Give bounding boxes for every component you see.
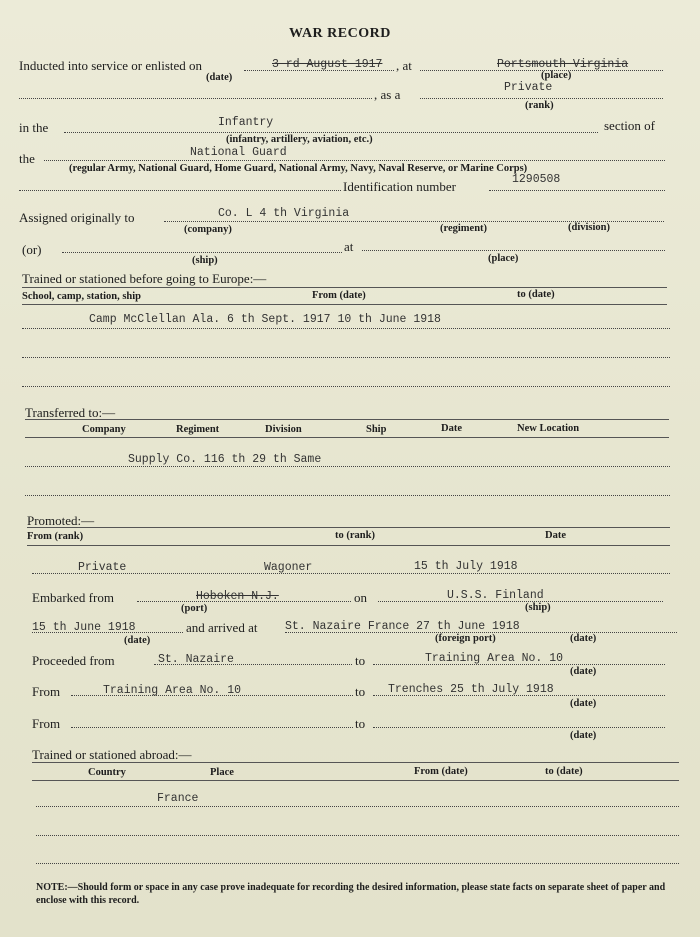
col-regiment: Regiment: [176, 424, 220, 435]
embarked-ship: U.S.S. Finland: [447, 589, 544, 602]
trained-abroad-entry: France: [157, 792, 199, 805]
col-company: Company: [82, 424, 126, 435]
embarked-date-caption: (date): [124, 635, 151, 646]
induction-at-label: , at: [396, 58, 412, 73]
trained-before-line-1: [22, 328, 670, 329]
assigned-value: Co. L 4 th Virginia: [218, 207, 350, 220]
arrival-date-caption: (date): [570, 633, 597, 644]
to-line-2: [373, 727, 665, 728]
embarked-port: Hoboken N.J.: [196, 590, 279, 603]
transferred-rule: [25, 419, 669, 420]
col-ship: Ship: [366, 424, 387, 435]
col-date: Date: [441, 423, 462, 434]
to-value-1: Trenches 25 th July 1918: [388, 683, 554, 696]
proceeded-label: Proceeded from: [32, 653, 115, 668]
as-a-label: , as a: [374, 87, 401, 102]
col-promotion-date: Date: [545, 530, 566, 541]
col-country: Country: [88, 767, 126, 778]
port-caption: (port): [181, 603, 208, 614]
embarked-ship-caption: (ship): [525, 602, 551, 613]
proceeded-date-caption: (date): [570, 666, 597, 677]
trained-before-header-rule: [22, 304, 667, 305]
trained-abroad-heading: Trained or stationed abroad:—: [32, 747, 192, 762]
trained-abroad-line-3: [36, 863, 679, 864]
transferred-line-1: [25, 466, 670, 467]
section-caption: (infantry, artillery, aviation, etc.): [226, 134, 373, 145]
assigned-at-label: at: [344, 239, 354, 254]
col-abroad-to: to (date): [545, 766, 583, 777]
promoted-heading: Promoted:—: [27, 513, 95, 528]
place-caption: (place): [541, 70, 572, 81]
col-place: Place: [210, 767, 234, 778]
section-of-label: section of: [604, 118, 655, 133]
or-label: (or): [22, 242, 42, 257]
induction-label: Inducted into service or enlisted on: [19, 58, 203, 73]
proceeded-to: Training Area No. 10: [425, 652, 564, 665]
proceeded-to-label: to: [355, 653, 366, 668]
induction-line-2: [19, 98, 372, 99]
division-caption: (division): [568, 222, 611, 233]
col-school: School, camp, station, ship: [22, 291, 142, 302]
col-division: Division: [265, 424, 302, 435]
proceeded-from: St. Nazaire: [158, 653, 234, 666]
induction-date-value: 3 rd August 1917: [272, 58, 383, 71]
identification-label: Identification number: [343, 179, 456, 194]
rank-caption: (rank): [525, 100, 554, 111]
embarked-date: 15 th June 1918: [32, 621, 136, 634]
from-label-2: From: [32, 716, 61, 731]
trained-before-heading: Trained or stationed before going to Europe:—: [22, 271, 267, 286]
trained-abroad-rule: [32, 762, 679, 763]
ship-caption: (ship): [192, 255, 218, 266]
trained-abroad-header-rule: [32, 780, 679, 781]
date-caption: (date): [206, 72, 233, 83]
promoted-header-rule: [27, 545, 670, 546]
from-date-caption-2: (date): [570, 730, 597, 741]
company-caption: (company): [184, 224, 232, 235]
arrival-value: St. Nazaire France 27 th June 1918: [285, 620, 520, 633]
the-label: the: [19, 151, 35, 166]
from-value-1: Training Area No. 10: [103, 684, 242, 697]
promoted-date: 15 th July 1918: [414, 560, 518, 573]
transferred-heading: Transferred to:—: [25, 405, 116, 420]
organization-caption: (regular Army, National Guard, Home Guard, National Army, Navy, Naval Reserve, or Marine Corps): [69, 163, 528, 174]
col-new-location: New Location: [517, 423, 580, 434]
col-from-date: From (date): [312, 290, 366, 301]
trained-abroad-line-2: [36, 835, 679, 836]
transferred-line-2: [25, 495, 670, 496]
promoted-from-rank: Private: [78, 561, 127, 574]
trained-before-entry: Camp McClellan Ala. 6 th Sept. 1917 10 th June 1918: [89, 313, 441, 326]
transferred-header-rule: [25, 437, 669, 438]
promoted-rule: [27, 527, 670, 528]
assigned-place-caption: (place): [488, 253, 519, 264]
foreign-port-caption: (foreign port): [435, 633, 496, 644]
ship-line: [62, 252, 342, 253]
organization-value: National Guard: [190, 146, 287, 159]
promoted-line: [32, 573, 670, 574]
rank-value: Private: [504, 81, 553, 94]
organization-line-2: [19, 190, 341, 191]
footer-note: NOTE:—Should form or space in any case prove inadequate for recording the desired information, please state facts on separate sheet of paper and enclose with this record.: [36, 882, 666, 906]
section-line: [64, 132, 598, 133]
regiment-caption: (regiment): [440, 223, 488, 234]
from-label-1: From: [32, 684, 61, 699]
page-title: WAR RECORD: [289, 26, 391, 41]
rank-line: [420, 98, 663, 99]
identification-number: 1290508: [512, 173, 561, 186]
trained-before-rule: [22, 287, 667, 288]
col-abroad-from: From (date): [414, 766, 468, 777]
organization-line: [44, 160, 665, 161]
col-to-rank: to (rank): [335, 530, 375, 541]
embarked-on-label: on: [354, 590, 367, 605]
identification-line: [489, 190, 665, 191]
to-label-2: to: [355, 716, 366, 731]
trained-before-line-3: [22, 386, 670, 387]
section-value: Infantry: [218, 116, 274, 129]
to-label-1: to: [355, 684, 366, 699]
assigned-place-line: [362, 250, 665, 251]
from-date-caption-1: (date): [570, 698, 597, 709]
induction-place-value: Portsmouth Virginia: [497, 58, 629, 71]
col-from-rank: From (rank): [27, 531, 84, 542]
col-to-date: to (date): [517, 289, 555, 300]
transferred-entry: Supply Co. 116 th 29 th Same: [128, 453, 322, 466]
trained-before-line-2: [22, 357, 670, 358]
arrived-label: and arrived at: [186, 620, 258, 635]
promoted-to-rank: Wagoner: [264, 561, 313, 574]
in-the-label: in the: [19, 120, 49, 135]
trained-abroad-line-1: [36, 806, 679, 807]
from-line-2: [71, 727, 353, 728]
embarked-label: Embarked from: [32, 590, 114, 605]
assigned-label: Assigned originally to: [19, 210, 135, 225]
